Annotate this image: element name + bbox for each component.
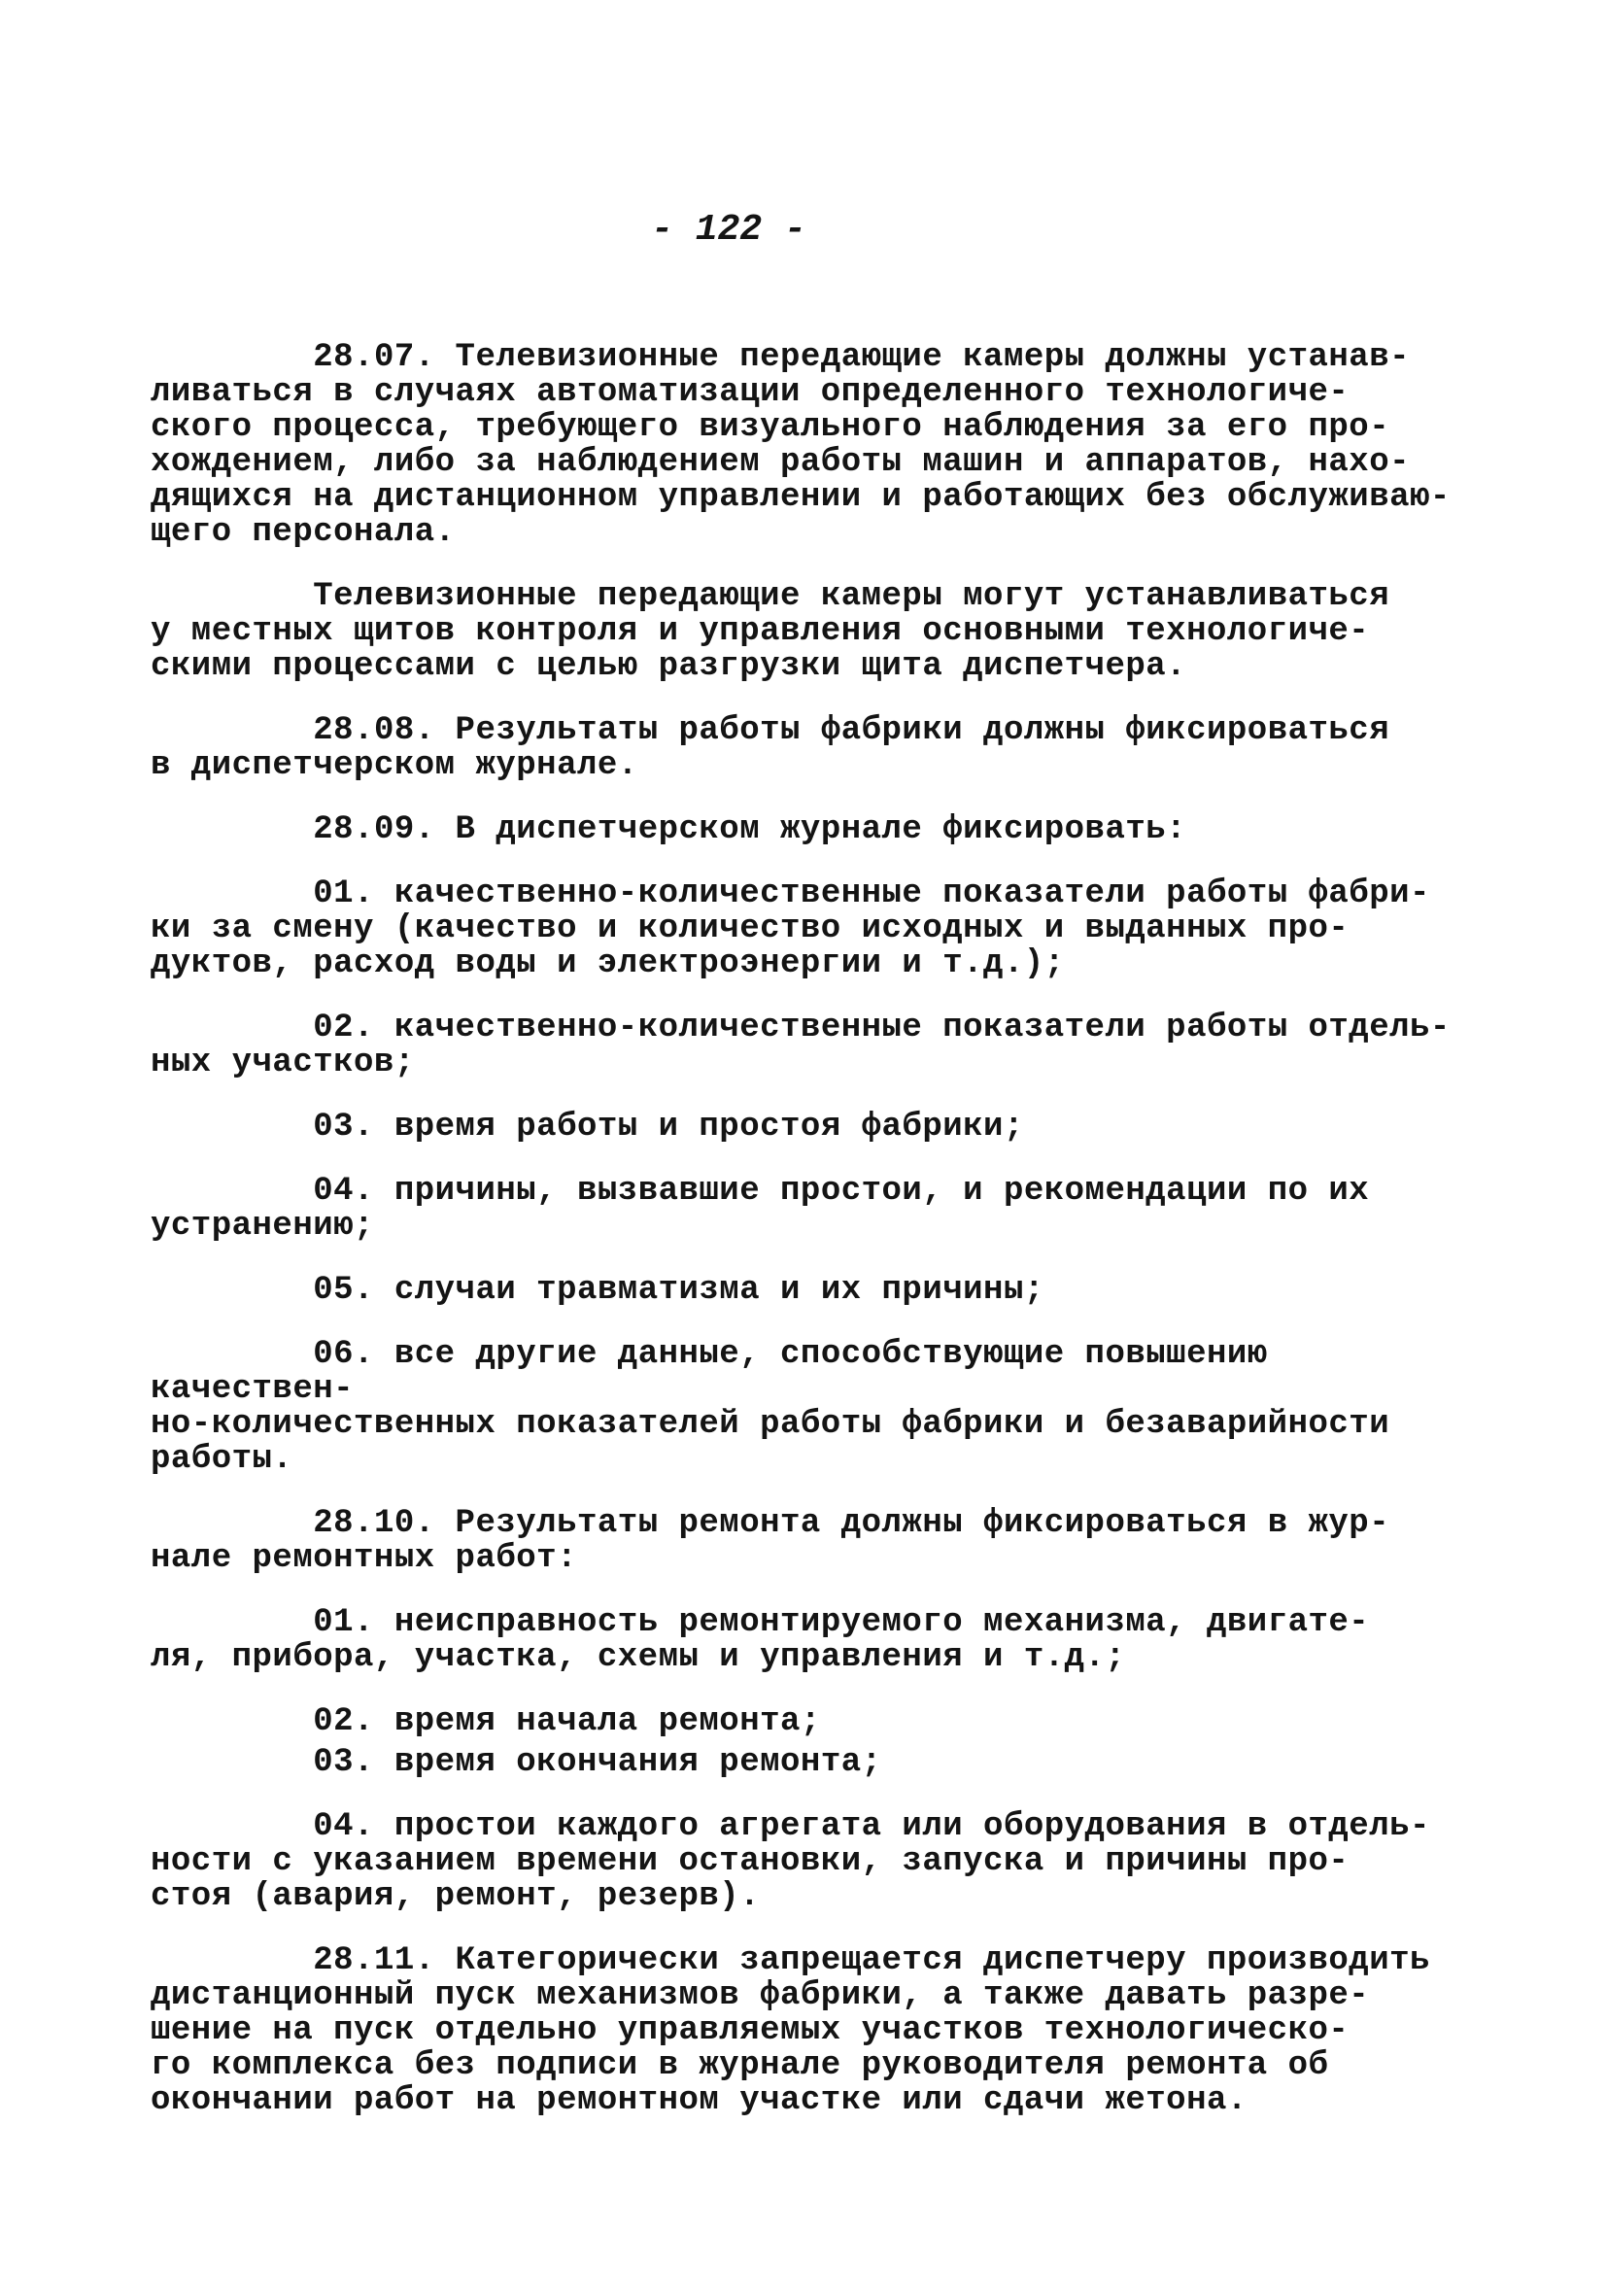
document-body bbox=[151, 340, 1453, 2147]
paragraph-28-07: 28.07. Телевизионные передающие камеры должны устанав- ливаться в случаях автоматизации определенного технологиче- ского процесса, требующего визуального наблюдения за его про- хождением, либо за наблюдением работы машин и аппаратов, нахо- дящихся на дистанционном управлении и работающих без обслуживаю- щего персонала. bbox=[151, 339, 1451, 551]
list-item-28-10-04: 04. простои каждого агрегата или оборудования в отдель- ности с указанием времени остановки, запуска и причины про- стоя (авария, ремонт, резерв). bbox=[151, 1808, 1430, 1915]
list-item-28-09-06: 06. все другие данные, способствующие повышению качествен- но-количественных показателей работы фабрики и безаварийности работы. bbox=[151, 1336, 1390, 1478]
page-number: - 122 - bbox=[651, 209, 806, 251]
paragraph-28-11: 28.11. Категорически запрещается диспетчеру производить дистанционный пуск механизмов фабрики, а также давать разре- шение на пуск отдельно управляемых участков технологическо- го комплекса без подписи в журнале руководителя ремонта об окончании работ на ремонтном участке или сдачи жетона. bbox=[151, 1942, 1430, 2119]
list-item-28-10-02: 02. время начала ремонта; bbox=[151, 1703, 821, 1740]
paragraph-tv-cameras-local: Телевизионные передающие камеры могут устанавливаться у местных щитов контроля и управления основными технологиче- скими процессами с целью разгрузки щита диспетчера. bbox=[151, 578, 1390, 685]
paragraph-28-10: 28.10. Результаты ремонта должны фиксироваться в жур- нале ремонтных работ: bbox=[151, 1505, 1390, 1577]
list-item-28-10-03: 03. время окончания ремонта; bbox=[151, 1744, 882, 1781]
list-item-28-10-01: 01. неисправность ремонтируемого механизма, двигате- ля, прибора, участка, схемы и управления и т.д.; bbox=[151, 1604, 1370, 1676]
list-item-28-09-02: 02. качественно-количественные показатели работы отдель- ных участков; bbox=[151, 1010, 1451, 1081]
list-item-28-09-05: 05. случаи травматизма и их причины; bbox=[151, 1272, 1044, 1309]
paragraph-28-08: 28.08. Результаты работы фабрики должны фиксироваться в диспетчерском журнале. bbox=[151, 712, 1390, 784]
list-item-28-09-01: 01. качественно-количественные показатели работы фабри- ки за смену (качество и количество исходных и выданных про- дуктов, расход воды и электроэнергии и т.д.); bbox=[151, 875, 1430, 982]
list-item-28-09-03: 03. время работы и простоя фабрики; bbox=[151, 1109, 1024, 1146]
list-item-28-09-04: 04. причины, вызвавшие простои, и рекомендации по их устранению; bbox=[151, 1173, 1370, 1245]
paragraph-28-09: 28.09. В диспетчерском журнале фиксировать: bbox=[151, 811, 1187, 848]
